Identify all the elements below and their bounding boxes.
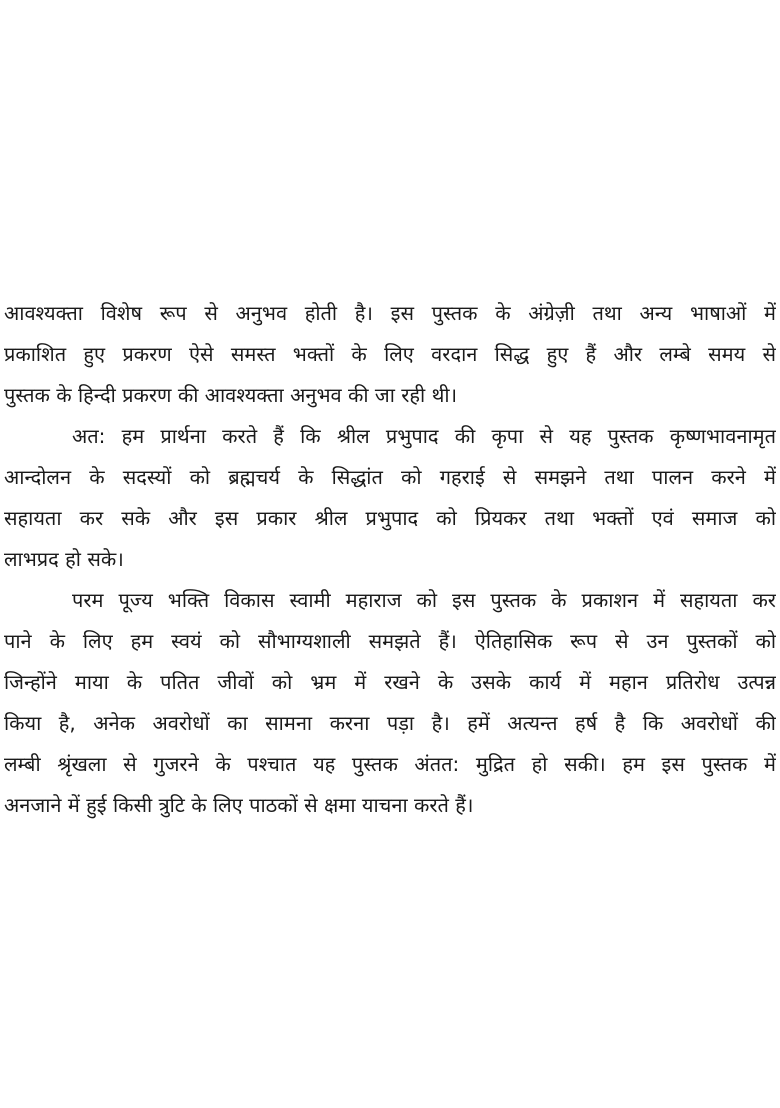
text-line: आवश्यक्ता विशेष रूप से अनुभव होती है। इस पुस्तक के अंग्रेज़ी तथा अन्य भाषाओं में xyxy=(4,301,776,325)
text-line: सहायता कर सके और इस प्रकार श्रील प्रभुपाद को प्रियकर तथा भक्तों एवं समाज को xyxy=(4,506,776,530)
body-text xyxy=(4,293,776,826)
text-line: आन्दोलन के सदस्यों को ब्रह्मचर्य के सिद्धांत को गहराई से समझने तथा पालन करने में xyxy=(4,465,776,489)
text-line: लम्बी श्रृंखला से गुजरने के पश्चात यह पुस्तक अंतत: मुद्रित हो सकी। हम इस पुस्तक में xyxy=(4,752,776,776)
text-line: किया है, अनेक अवरोधों का सामना करना पड़ा है। हमें अत्यन्त हर्ष है कि अवरोधों की xyxy=(4,711,776,735)
text-line: पुस्तक के हिन्दी प्रकरण की आवश्यक्ता अनुभव की जा रही थी। xyxy=(4,383,458,407)
text-line: प्रकाशित हुए प्रकरण ऐसे समस्त भक्तों के लिए वरदान सिद्ध हुए हैं और लम्बे समय से xyxy=(4,342,776,366)
paragraph-start-line: अत: हम प्रार्थना करते हैं कि श्रील प्रभुपाद की कृपा से यह पुस्तक कृष्णभावनामृत xyxy=(72,424,776,448)
text-line: पाने के लिए हम स्वयं को सौभाग्यशाली समझते हैं। ऐतिहासिक रूप से उन पुस्तकों को xyxy=(4,629,776,653)
paragraph-start-line: परम पूज्य भक्ति विकास स्वामी महाराज को इस पुस्तक के प्रकाशन में सहायता कर xyxy=(72,588,776,612)
text-line: अनजाने में हुई किसी त्रुटि के लिए पाठकों से क्षमा याचना करते हैं। xyxy=(4,793,474,817)
text-line: जिन्होंने माया के पतित जीवों को भ्रम में रखने के उसके कार्य में महान प्रतिरोध उत्पन्न xyxy=(4,670,776,694)
text-line: लाभप्रद हो सके। xyxy=(4,547,124,571)
